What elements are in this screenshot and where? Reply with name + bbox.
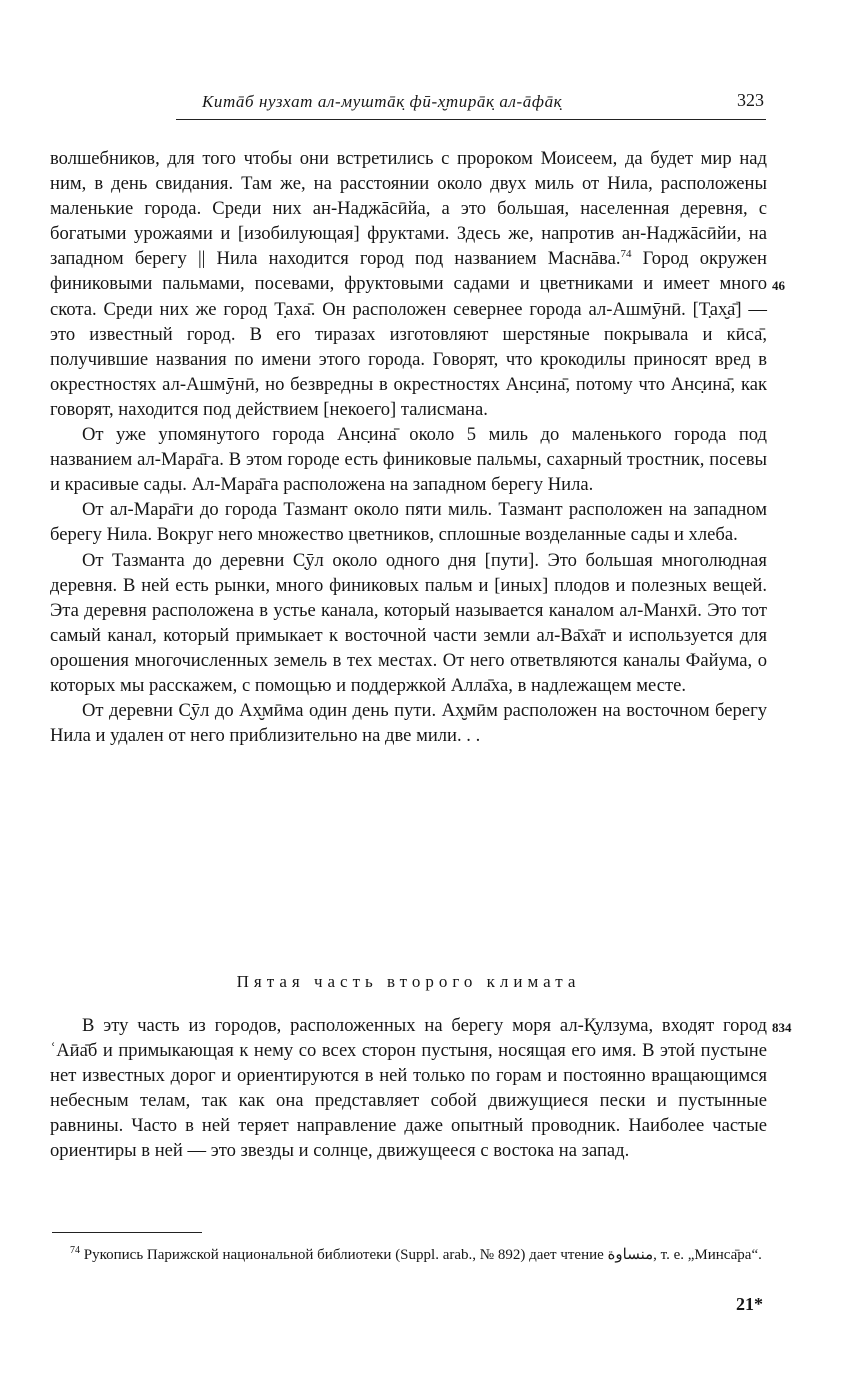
footnote-rule (52, 1232, 202, 1233)
paragraph-1 (50, 146, 767, 422)
page-number: 323 (737, 90, 764, 110)
paragraph-3: От ал-Мара̄ги до города Тазмант около пяти миль. Тазмант расположен на западном берегу Нила. Вокруг него множество цветников, сплошные возделанные сады и хлеба. (50, 499, 767, 546)
section-text (50, 1013, 767, 1164)
margin-note-834: 834 (772, 1020, 792, 1035)
footnote-74 (50, 1244, 767, 1266)
section-paragraph: В эту часть из городов, расположенных на берегу моря ал-К̣улзума, входят город ʿАӣа̄б и примыкающая к нему со всех сторон пустыня, носящая его имя. В этой пустыне нет известных дорог и ориентируются в ней только по горам и постоянно вращающимся небесным телам, так как она представляет собой движущиеся пески и пустынные равнины. Часто в ней теряет направление даже опытный проводник. Наиболее частые ориентиры в ней — это звезды и солнце, движущееся с востока на запад. (50, 1015, 767, 1162)
section-heading: Пятая часть второго климата (236, 972, 581, 991)
paragraph-5: От деревни С̣ӯл до Ах̮мӣма один день пути. Ах̮мӣм расположен на восточном берегу Нила и удален от него приблизительно на две мили. . . (50, 700, 767, 747)
signature-mark: 21* (736, 1294, 763, 1314)
header-rule (176, 119, 766, 120)
paragraph-2: От уже упомянутого города Анс̣ина̄ около 5 миль до маленького города под названием ал-Мара̄га. В этом городе есть финиковые пальмы, сахарный тростник, посевы и красивые сады. Ал-Мара̄га расположена на западном берегу Нила. (50, 424, 767, 496)
paragraph-4: От Тазманта до деревни С̣ӯл около одного дня [пути]. Это большая многолюдная деревня. В ней есть рынки, много финиковых пальм и [иных] плодов и полезных вещей. Эта деревня расположена в устье канала, который называется каналом ал-Манхӣ. Это тот самый канал, который примыкает к восточной части земли ал-Ва̄ха̄т и используется для орошения многочисленных земель в тех местах. От него ответвляются каналы Файума, о которых мы расскажем, с помощью и поддержкой Алла̄ха, в надлежащем месте. (50, 549, 767, 696)
footnote-text: Рукопись Парижской национальной библиотеки (Suppl. arab., № 892) дает чтение (80, 1247, 608, 1263)
paragraph-1-part-b: Город окружен финиковыми пальмами, посевами, фруктовыми садами и цветниками и имеет много скота. Среди них же город Т̣аха̄. Он расположен севернее города ал-Ашмӯнӣ. [Т̣ах̮а̄] — это известный город. В его тиразах изготовляют шерстяные покрывала и кӣса̄, получившие названия по имени этого города. Говорят, что крокодилы приносят вред в окрестностях ал-Ашмӯнӣ, но безвредны в окрестностях Анс̣ина̄, потому что Анс̣ина̄, как говорят, находится под действием [некоего] талисмана. (50, 248, 767, 420)
paragraph-1-part-a: волшебников, для того чтобы они встретились с пророком Моисеем, да будет мир над ним, в день свидания. Там же, на расстоянии около двух миль от Нила, расположены маленькие города. Среди них ан-Наджāсӣйа, а это большая, населенная деревня, с богатыми урожаями и [изобилующая] фруктами. Здесь же, напротив ан-Наджāсӣйи, на западном берегу || Нила находится город под названием Маснāва. (50, 148, 767, 270)
running-header (176, 90, 766, 120)
running-title: Китāб нузхат ал-муштāк̣ фӣ-х̮тирāк̣ ал-āфāк̣ (202, 92, 563, 111)
margin-note-46: 46 (772, 278, 785, 293)
main-text (50, 146, 767, 748)
footnote-tail: , т. е. „Минса̄ра“. (653, 1247, 762, 1263)
footnote-number: 74 (70, 1245, 80, 1256)
footnote-ref-74: 74 (620, 248, 632, 261)
footnote-arabic: منساوة (607, 1247, 654, 1263)
